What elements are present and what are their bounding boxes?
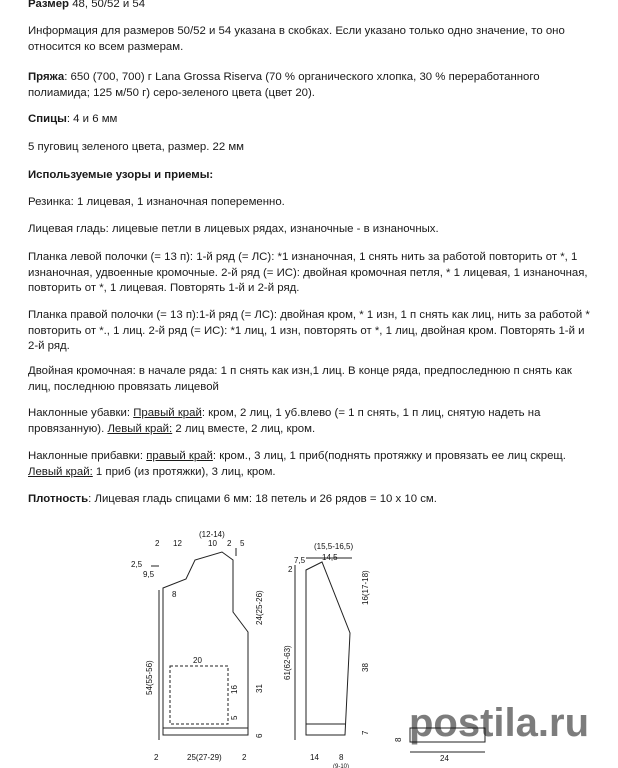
collar-24: 24 — [440, 754, 449, 763]
gauge-line: Плотность: Лицевая гладь спицами 6 мм: 18 петель и 26 рядов = 10 х 10 см. — [28, 493, 437, 505]
increases-line: Наклонные прибавки: правый край: кром., 3 лиц, 1 приб(поднять протяжку и провязать ее лиц скрещ. Левый край: 1 приб (из протяжки), 3 лиц, кром. — [28, 450, 566, 478]
body-top-2a: 2 — [155, 539, 160, 548]
needles-line: Спицы: 4 и 6 мм — [28, 113, 118, 125]
body-bottom-25: 25(27-29) — [187, 753, 222, 762]
yarn-line: Пряжа: 650 (700, 700) г Lana Grossa Riserva (70 % органического хлопка, 30 % переработанного полиамида; 125 м/50 г) серо-зеленого цвета (цвет 20). — [28, 71, 540, 99]
sleeve-bottom-range: (9-10) — [333, 764, 350, 768]
pocket-outline — [170, 666, 228, 724]
sleeve-right-38: 38 — [361, 663, 370, 672]
sleeve-top-7-5: 7,5 — [294, 556, 306, 565]
body-bottom-2a: 2 — [154, 753, 159, 762]
body-labels — [131, 530, 264, 762]
size-info: Информация для размеров 50/52 и 54 указана в скобках. Если указано только одно значение, то оно относится ко всем размерам. — [28, 25, 565, 53]
body-left-9-5: 9,5 — [143, 570, 155, 579]
patterns-heading: Используемые узоры и приемы: — [28, 169, 214, 181]
sleeve-right-16: 16(17-18) — [361, 570, 370, 605]
body-outline — [163, 552, 248, 735]
stockinette-line: Лицевая гладь: лицевые петли в лицевых рядах, изнаночные - в изнаночных. — [28, 223, 439, 235]
body-vert-6: 6 — [255, 733, 264, 738]
body-left-8: 8 — [172, 590, 177, 599]
pocket-20: 20 — [193, 656, 202, 665]
sleeve-top-2: 2 — [288, 565, 293, 574]
sleeve-schematic — [295, 558, 352, 740]
body-vert-31: 31 — [255, 684, 264, 693]
sleeve-top-14-5: 14,5 — [322, 553, 338, 562]
body-schematic — [151, 548, 248, 740]
postila-watermark — [405, 694, 615, 754]
sleeve-bottom-8: 8 — [339, 753, 344, 762]
watermark-text: postila.ru — [409, 701, 590, 745]
pocket-5: 5 — [230, 715, 239, 720]
pocket-16: 16 — [230, 685, 239, 694]
decreases-line: Наклонные убавки: Правый край: кром, 2 лиц, 1 уб.влево (= 1 п снять, 1 п лиц, снятую надеть на провязанную). Левый край: 2 лиц вместе, 2 лиц, кром. — [28, 407, 541, 435]
body-vert-24: 24(25-26) — [255, 590, 264, 625]
body-top-range: (12-14) — [199, 530, 225, 539]
body-top-10: 10 — [208, 539, 217, 548]
body-left-2-5: 2,5 — [131, 560, 143, 569]
collar-8: 8 — [394, 737, 403, 742]
body-top-5: 5 — [240, 539, 245, 548]
right-band-line: Планка правой полочки (= 13 п):1-й ряд (= ЛС): двойная кром, * 1 изн, 1 п снять как лиц, нить за работой * повторить от *., 1 лиц. 2-й ряд (= ИС): *1 лиц, 1 изн, повторять от *, 1 лиц, двойная кром. Повторять 1-й и 2-й ряд. — [28, 309, 590, 352]
body-bottom-2b: 2 — [242, 753, 247, 762]
sleeve-left-61: 61(62-63) — [283, 645, 292, 680]
left-band-line: Планка левой полочки (= 13 п): 1-й ряд (= ЛС): *1 изнаночная, 1 снять нить за работой повторить от *, 1 изнаночная, удвоенные кромочные. 2-й ряд (= ИС): двойная кромочная петля, * 1 лицевая, 1 изнаночная, повторить от *, 1 лицевая. Повторять 1-й и 2-й ряд. — [28, 251, 588, 294]
sleeve-labels — [283, 542, 370, 768]
rib-line: Резинка: 1 лицевая, 1 изнаночная попеременно. — [28, 196, 285, 208]
body-top-2b: 2 — [227, 539, 232, 548]
size-line: Размер 48, 50/52 и 54 — [28, 0, 146, 10]
sleeve-right-7: 7 — [361, 730, 370, 735]
sleeve-outline — [306, 562, 350, 735]
sleeve-top-range: (15,5-16,5) — [314, 542, 354, 551]
sleeve-bottom-14: 14 — [310, 753, 319, 762]
double-edge-line: Двойная кромочная: в начале ряда: 1 п снять как изн,1 лиц. В конце ряда, предпоследнюю п снять как лиц, последнюю провязать лицевой — [28, 365, 572, 393]
body-vert-54: 54(55-56) — [145, 660, 154, 695]
buttons-line: 5 пуговиц зеленого цвета, размер. 22 мм — [28, 141, 245, 153]
body-top-12: 12 — [173, 539, 182, 548]
